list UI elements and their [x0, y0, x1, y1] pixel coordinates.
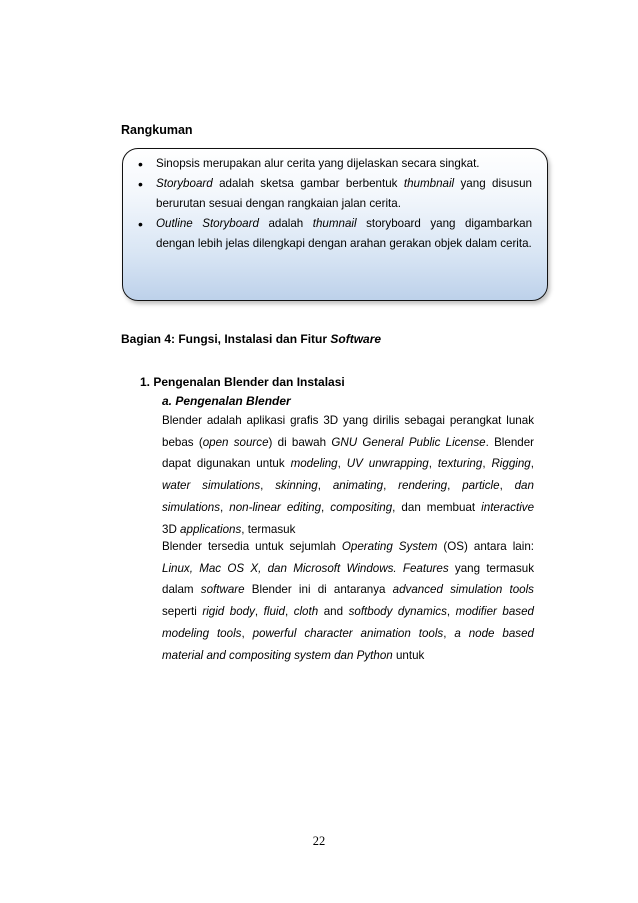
summary-list — [136, 154, 532, 254]
page-number: 22 — [312, 834, 326, 848]
list-item: • Storyboard adalah sketsa gambar berbentuk thumbnail yang disusun berurutan sesuai dengan rangkaian jalan cerita. — [136, 174, 532, 214]
paragraph: Blender adalah aplikasi grafis 3D yang dirilis sebagai perangkat lunak bebas (open source) di bawah GNU General Public License. Blender dapat digunakan untuk modeling, UV unwrapping, texturing, Rigging, water simulations, skinning, animating, rendering, particle, dan simulations, non-linear editing, compositing, dan membuat interactive 3D applications, termasuk — [162, 414, 535, 536]
subsubsection-heading: a. Pengenalan Blender — [162, 394, 291, 408]
summary-heading: Rangkuman — [121, 123, 193, 137]
list-item: • Outline Storyboard adalah thumnail storyboard yang digambarkan dengan lebih jelas dilengkapi dengan arahan gerakan objek dalam cerita. — [136, 214, 532, 254]
list-item: • Sinopsis merupakan alur cerita yang dijelaskan secara singkat. — [136, 154, 532, 174]
paragraph: Blender tersedia untuk sejumlah Operating System (OS) antara lain: Linux, Mac OS X, dan Microsoft Windows. Features yang termasuk dalam software Blender ini di antaranya advanced simulation tools seperti rigid body, fluid, cloth and softbody dynamics, modifier based modeling tools, powerful character animation tools, a node based material and compositing system dan Python untuk — [162, 540, 535, 662]
section-heading: Bagian 4: Fungsi, Instalasi dan Fitur Software — [121, 332, 382, 346]
subsection-heading: 1. Pengenalan Blender dan Instalasi — [140, 375, 345, 389]
